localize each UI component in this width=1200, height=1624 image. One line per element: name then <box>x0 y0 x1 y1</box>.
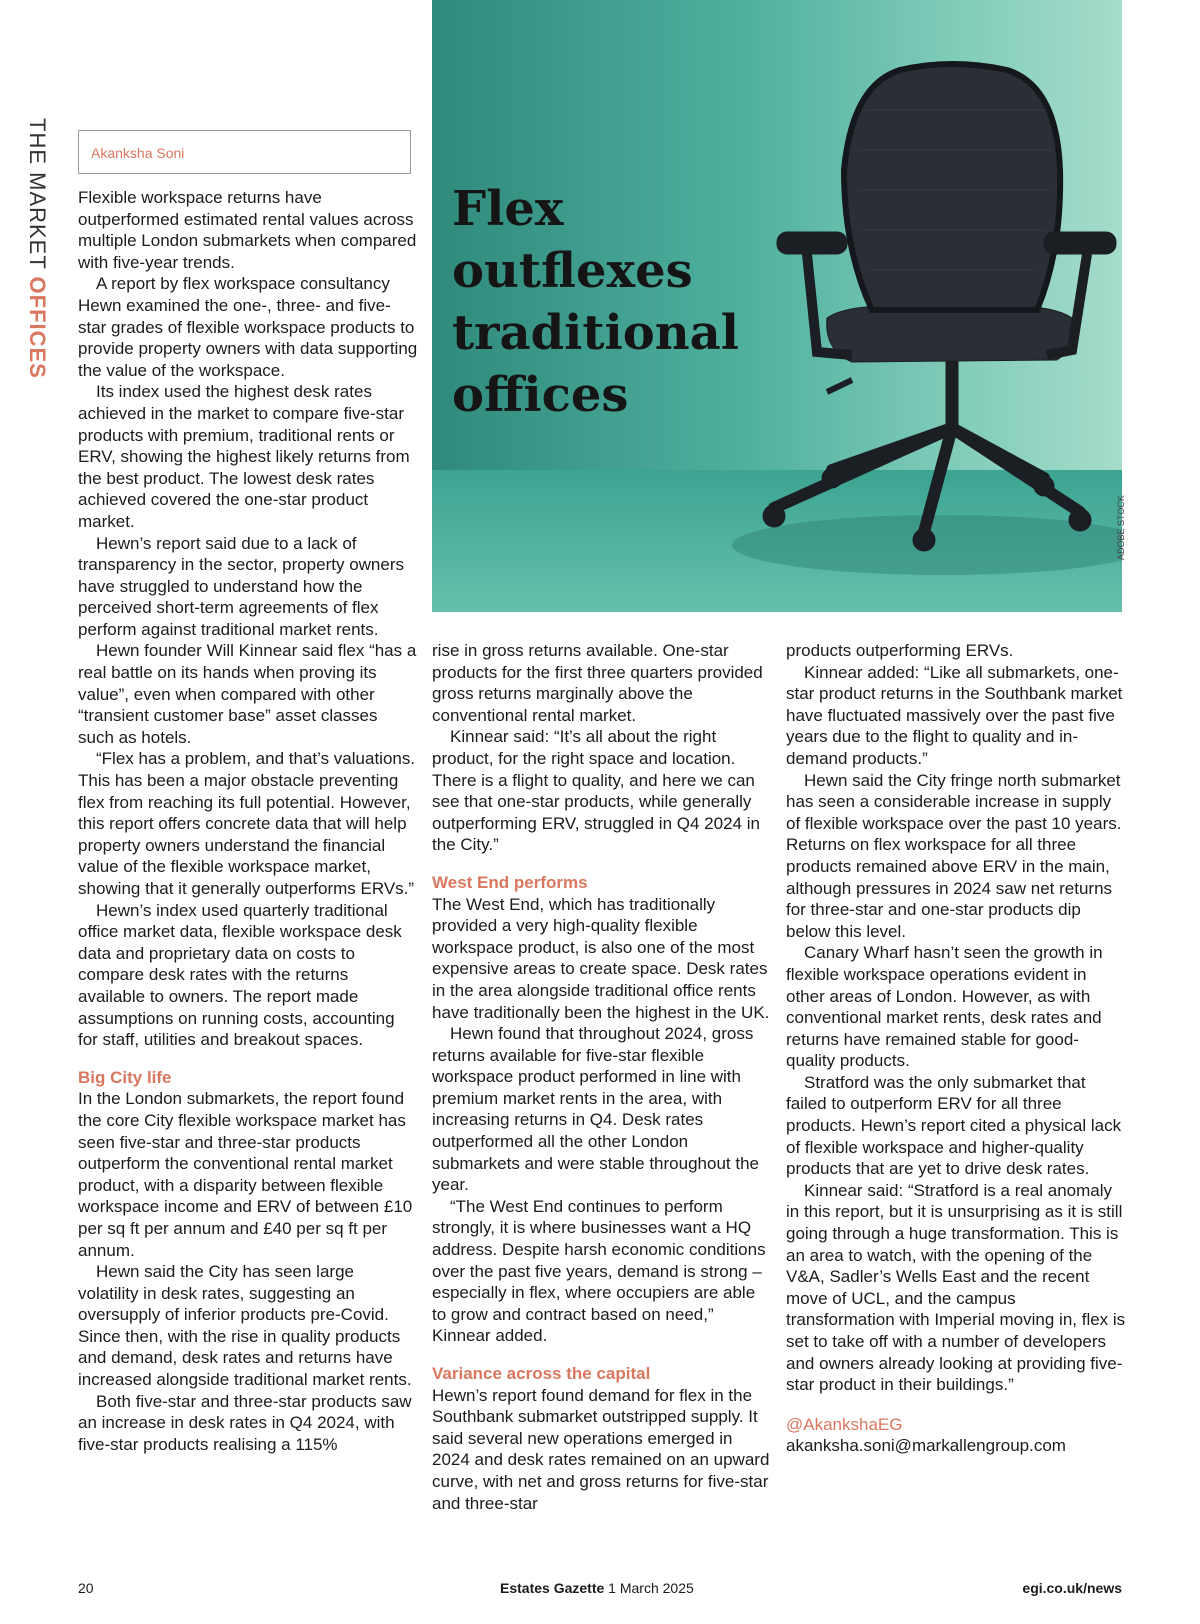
author-email: akanksha.soni@markallengroup.com <box>786 1436 1066 1456</box>
paragraph: Hewn said the City fringe north submarket has seen a considerable increase in supply of flexible workspace over the past 10 years. Returns on flex workspace for all three products remained above ERV in the main, although pressures in 2024 saw net returns for three-star and one-star products dip below this level. <box>786 770 1122 941</box>
paragraph: rise in gross returns available. One-star products for the first three quarters provided gross returns marginally above the conventional rental market. <box>432 641 763 725</box>
page-number: 20 <box>78 1580 94 1596</box>
paragraph: Stratford was the only submarket that failed to outperform ERV for all three products. Hewn’s report cited a physical lack of flexible workspace and higher-quality products that are yet to drive desk rates. <box>786 1072 1122 1179</box>
paragraph: The West End, which has traditionally provided a very high-quality flexible workspace product, is also one of the most expensive areas to create space. Desk rates in the area alongside traditional office rents have traditionally been the highest in the UK. <box>432 894 770 1022</box>
paragraph: Hewn said the City has seen large volatility in desk rates, suggesting an oversupply of inferior products pre-Covid. Since then, with the rise in quality products and demand, desk rates and returns have increased alongside traditional market rents. <box>78 1262 412 1390</box>
article-column-3 <box>786 640 1126 1457</box>
article-column-1 <box>78 187 418 1455</box>
section-tag <box>24 118 50 379</box>
paragraph: Both five-star and three-star products saw an increase in desk rates in Q4 2024, with five-star products realising a 115% <box>78 1391 412 1454</box>
footer-publication <box>500 1580 694 1596</box>
paragraph: A report by flex workspace consultancy Hewn examined the one-, three- and five-star grades of flexible workspace products to provide property owners with data supporting the value of the workspace. <box>78 274 418 380</box>
section-name: OFFICES <box>25 276 50 379</box>
paragraph: Hewn’s index used quarterly traditional office market data, flexible workspace desk data and proprietary data on costs to compare desk rates with the returns available to owners. The report made assumptions on running costs, accounting for staff, utilities and breakout spaces. <box>78 900 402 1050</box>
subhead: Variance across the capital <box>432 1364 651 1383</box>
paragraph: Flexible workspace returns have outperformed estimated rental values across multiple London submarkets when compared with five-year trends. <box>78 188 417 272</box>
paragraph: Kinnear said: “It’s all about the right product, for the right space and location. There is a flight to quality, and here we can see that one-star products, while generally outperforming ERV, struggled in Q4 2024 in the City.” <box>432 727 760 855</box>
paragraph: products outperforming ERVs. <box>786 641 1014 660</box>
publication-name: Estates Gazette <box>500 1580 605 1596</box>
author-box: Akanksha Soni <box>78 130 411 174</box>
paragraph: Hewn’s report found demand for flex in the Southbank submarket outstripped supply. It said several new operations emerged in 2024 and desk rates remained on an upward curve, with net and gross returns for five-star and three-star <box>432 1385 770 1513</box>
issue-date: 1 March 2025 <box>608 1580 694 1596</box>
article-column-2 <box>432 640 772 1514</box>
paragraph: Its index used the highest desk rates achieved in the market to compare five-star products with premium, traditional rents or ERV, showing the highest likely returns from the best product. The lowest desk rates achieved covered the one-star product market. <box>78 382 410 531</box>
headline: Flex outflexes traditional offices <box>452 181 740 423</box>
section-prefix: THE MARKET <box>25 118 50 270</box>
subhead: Big City life <box>78 1067 172 1087</box>
paragraph: “Flex has a problem, and that’s valuations. This has been a major obstacle preventing flex from reaching its full potential. However, this report offers concrete data that will help property owners understand the financial value of the flexible workspace market, showing that it generally outperforms ERVs.” <box>78 749 416 898</box>
paragraph: Hewn found that throughout 2024, gross returns available for five-star flexible workspace product performed in line with premium market rents in the area, with increasing returns in Q4. Desk rates outperformed all the other London submarkets and were stable throughout the year. <box>432 1024 759 1195</box>
paragraph: Kinnear said: “Stratford is a real anomaly in this report, but it is unsurprising as it is still going through a huge transformation. This is an area to watch, with the opening of the V&A, Sadler’s Wells East and the recent move of UCL, and the campus transformation with Imperial moving in, flex is set to take off with a number of developers and owners already looking at providing five-star product in their buildings.” <box>786 1180 1126 1395</box>
paragraph: Hewn founder Will Kinnear said flex “has a real battle on its hands when proving its value”, even when compared with other “transient customer base” asset classes such as hotels. <box>78 641 417 747</box>
paragraph: In the London submarkets, the report found the core City flexible workspace market has seen five-star and three-star products outperform the conventional rental market product, with a disparity between flexible workspace income and ERV of between £10 per sq ft per annum and £40 per sq ft per annum. <box>78 1089 413 1260</box>
paragraph: Kinnear added: “Like all submarkets, one-star product returns in the Southbank market have fluctuated massively over the past five years due to the flight to quality and in-demand products.” <box>786 662 1123 768</box>
author-handle: @AkankshaEG <box>786 1414 903 1434</box>
subhead: West End performs <box>432 872 588 892</box>
photo-credit: ADOBE STOCK <box>1116 495 1126 560</box>
paragraph: “The West End continues to perform strongly, it is where businesses want a HQ address. Despite harsh economic conditions over the past five years, demand is strong – especially in flex, where occupiers are able to grow and contract based on need,” Kinnear added. <box>432 1196 766 1346</box>
paragraph: Canary Wharf hasn’t seen the growth in flexible workspace operations evident in other areas of London. However, as with conventional market rents, desk rates and returns have remained stable for good-quality products. <box>786 943 1103 1071</box>
paragraph: Hewn’s report said due to a lack of transparency in the sector, property owners have struggled to understand how the perceived short-term agreements of flex perform against traditional market rents. <box>78 533 404 639</box>
footer-url: egi.co.uk/news <box>1022 1580 1122 1596</box>
